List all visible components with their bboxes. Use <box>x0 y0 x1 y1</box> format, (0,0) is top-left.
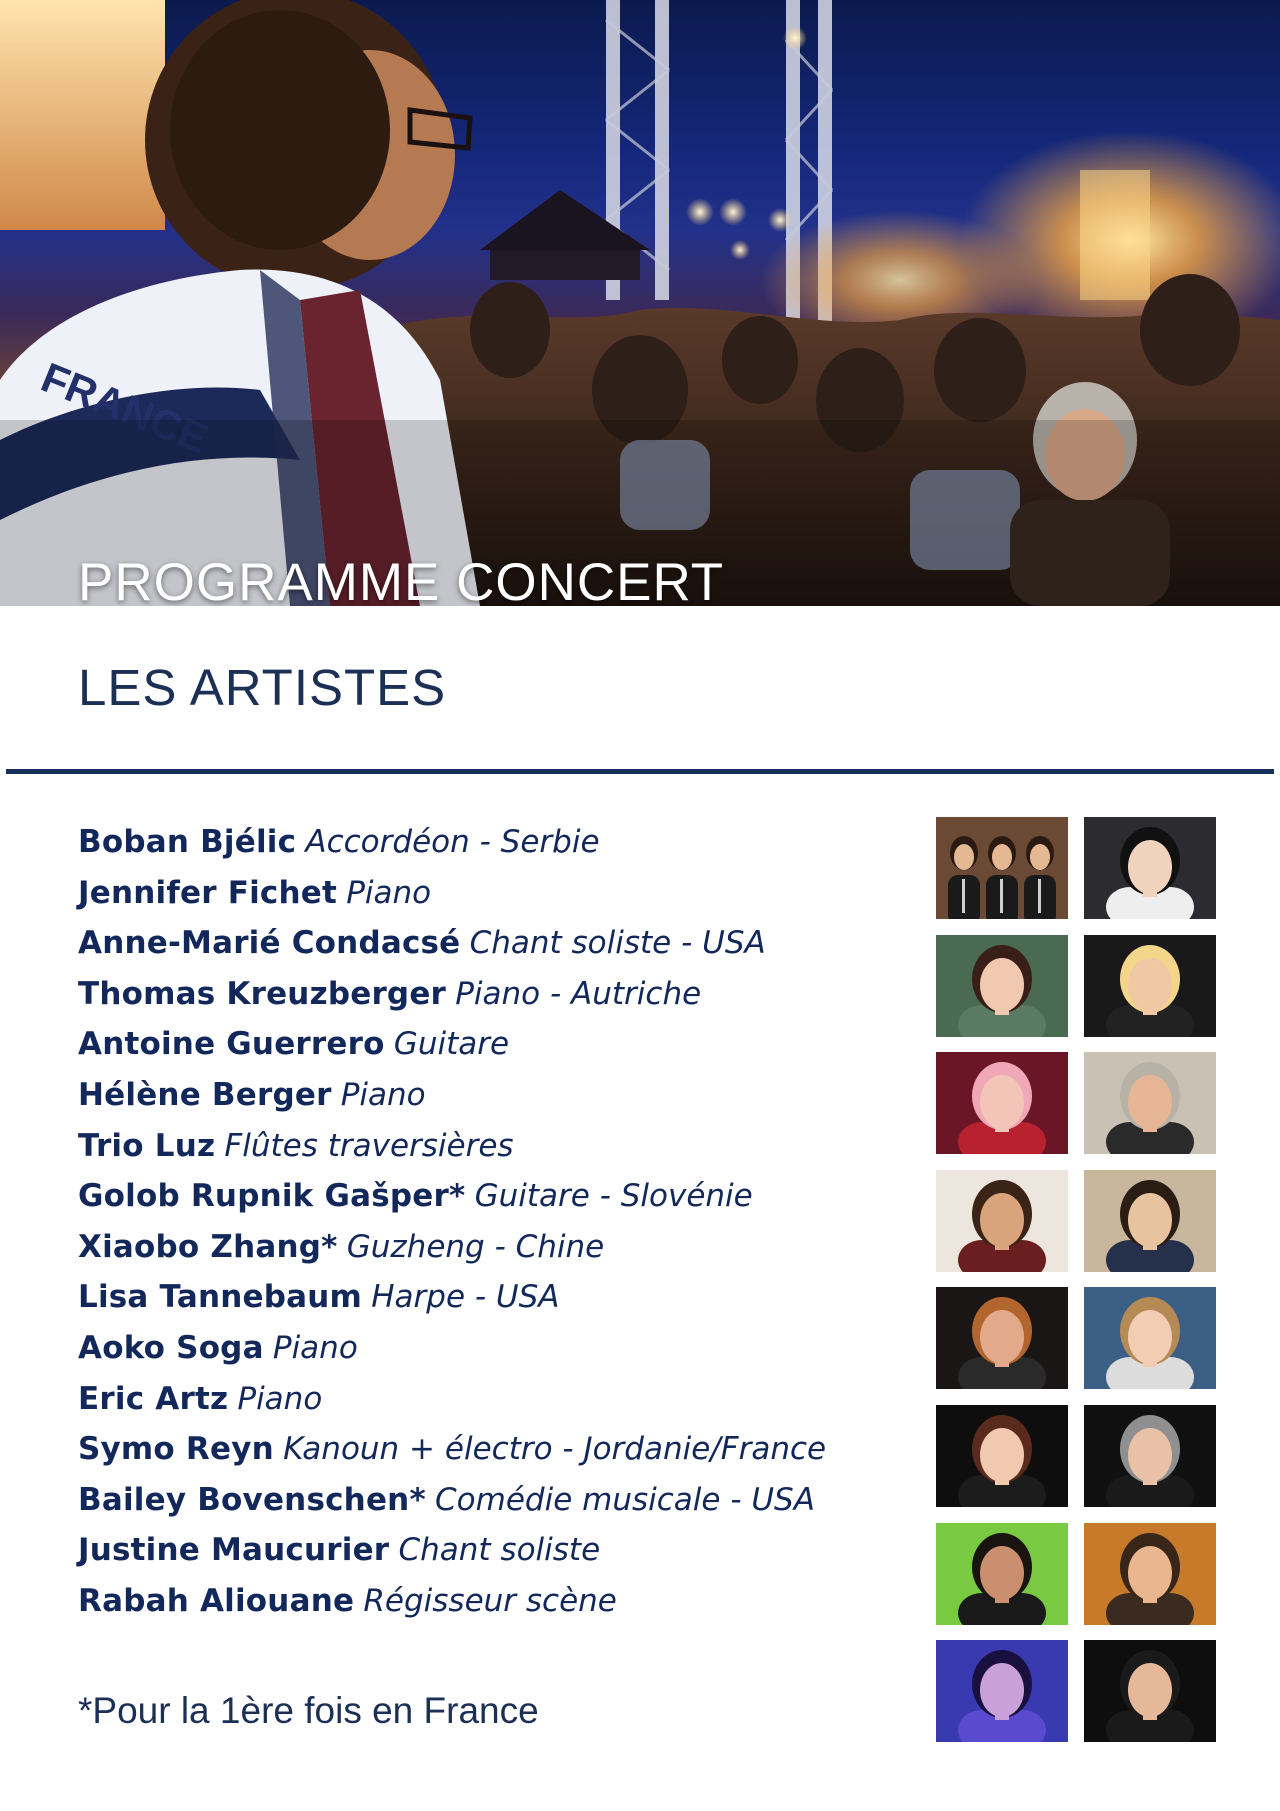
hero-title: PROGRAMME CONCERT <box>78 552 725 606</box>
artist-row <box>78 1273 826 1324</box>
artist-name: Bailey Bovenschen* <box>78 1481 426 1518</box>
artist-name: Justine Maucurier <box>78 1532 390 1569</box>
artist-name: Golob Rupnik Gašper* <box>78 1178 466 1215</box>
artist-photo <box>936 1405 1068 1507</box>
artist-photo <box>936 817 1068 919</box>
artist-row <box>78 1172 826 1223</box>
artist-role: Guitare - Slovénie <box>474 1178 753 1215</box>
artist-photo <box>1084 817 1216 919</box>
artist-role: Piano <box>272 1329 358 1366</box>
artist-photo <box>936 935 1068 1037</box>
artist-photo <box>936 1287 1068 1389</box>
artist-name: Xiaobo Zhang* <box>78 1228 338 1265</box>
hero-banner <box>0 0 1280 606</box>
artist-photo <box>1084 1052 1216 1154</box>
artist-role: Piano <box>340 1076 426 1113</box>
artist-role: Accordéon - Serbie <box>305 824 600 860</box>
artist-role: Comédie musicale - USA <box>435 1481 815 1518</box>
artist-name: Aoko Soga <box>78 1329 264 1366</box>
artist-list <box>78 818 826 1628</box>
artist-name: Lisa Tannebaum <box>78 1279 363 1316</box>
artist-role: Piano <box>346 874 432 911</box>
artist-name: Symo Reyn <box>78 1431 274 1468</box>
artist-role: Guitare <box>393 1026 510 1063</box>
artist-row <box>78 1375 826 1426</box>
artist-role: Guzheng - Chine <box>346 1228 605 1265</box>
artist-name: Jennifer Fichet <box>78 874 338 911</box>
artist-role: Flûtes traversières <box>224 1127 514 1164</box>
artist-row <box>78 1122 826 1173</box>
artist-name: Boban Bjélic <box>78 824 297 860</box>
artist-row <box>78 1526 826 1577</box>
artist-name: Rabah Aliouane <box>78 1582 355 1619</box>
artist-name: Eric Artz <box>78 1380 229 1417</box>
artist-name: Trio Luz <box>78 1127 216 1164</box>
artist-role: Harpe - USA <box>371 1279 560 1316</box>
artist-row <box>78 818 826 869</box>
artist-name: Thomas Kreuzberger <box>78 975 447 1012</box>
artist-role: Régisseur scène <box>363 1582 617 1619</box>
section-divider <box>6 769 1274 774</box>
artist-role: Piano - Autriche <box>455 975 702 1012</box>
footnote: *Pour la 1ère fois en France <box>78 1690 539 1731</box>
section-title: LES ARTISTES <box>78 659 447 716</box>
artist-name: Hélène Berger <box>78 1076 332 1113</box>
artist-photo <box>1084 935 1216 1037</box>
artist-photo <box>1084 1640 1216 1742</box>
hero-photo <box>0 0 1280 606</box>
artist-row <box>78 970 826 1021</box>
artist-role: Chant soliste <box>398 1532 601 1569</box>
artist-name: Anne-Marié Condacsé <box>78 925 461 962</box>
artist-role: Piano <box>237 1380 323 1417</box>
artist-photo <box>936 1052 1068 1154</box>
artist-role: Chant soliste - USA <box>469 925 766 962</box>
artist-row <box>78 1577 826 1628</box>
artist-row <box>78 1020 826 1071</box>
artist-row <box>78 1071 826 1122</box>
jacket-text: FRANCE <box>34 353 215 463</box>
artist-photo <box>936 1640 1068 1742</box>
artist-row <box>78 1476 826 1527</box>
artist-row <box>78 869 826 920</box>
artist-name: Antoine Guerrero <box>78 1026 385 1063</box>
artist-photo <box>936 1170 1068 1272</box>
artist-row <box>78 1223 826 1274</box>
artist-photo <box>1084 1287 1216 1389</box>
artist-photo <box>1084 1405 1216 1507</box>
artist-photo <box>1084 1523 1216 1625</box>
artist-row <box>78 919 826 970</box>
artist-row <box>78 1425 826 1476</box>
artist-photo <box>1084 1170 1216 1272</box>
artist-row <box>78 1324 826 1375</box>
artist-role: Kanoun + électro - Jordanie/France <box>283 1431 827 1468</box>
artist-photo <box>936 1523 1068 1625</box>
